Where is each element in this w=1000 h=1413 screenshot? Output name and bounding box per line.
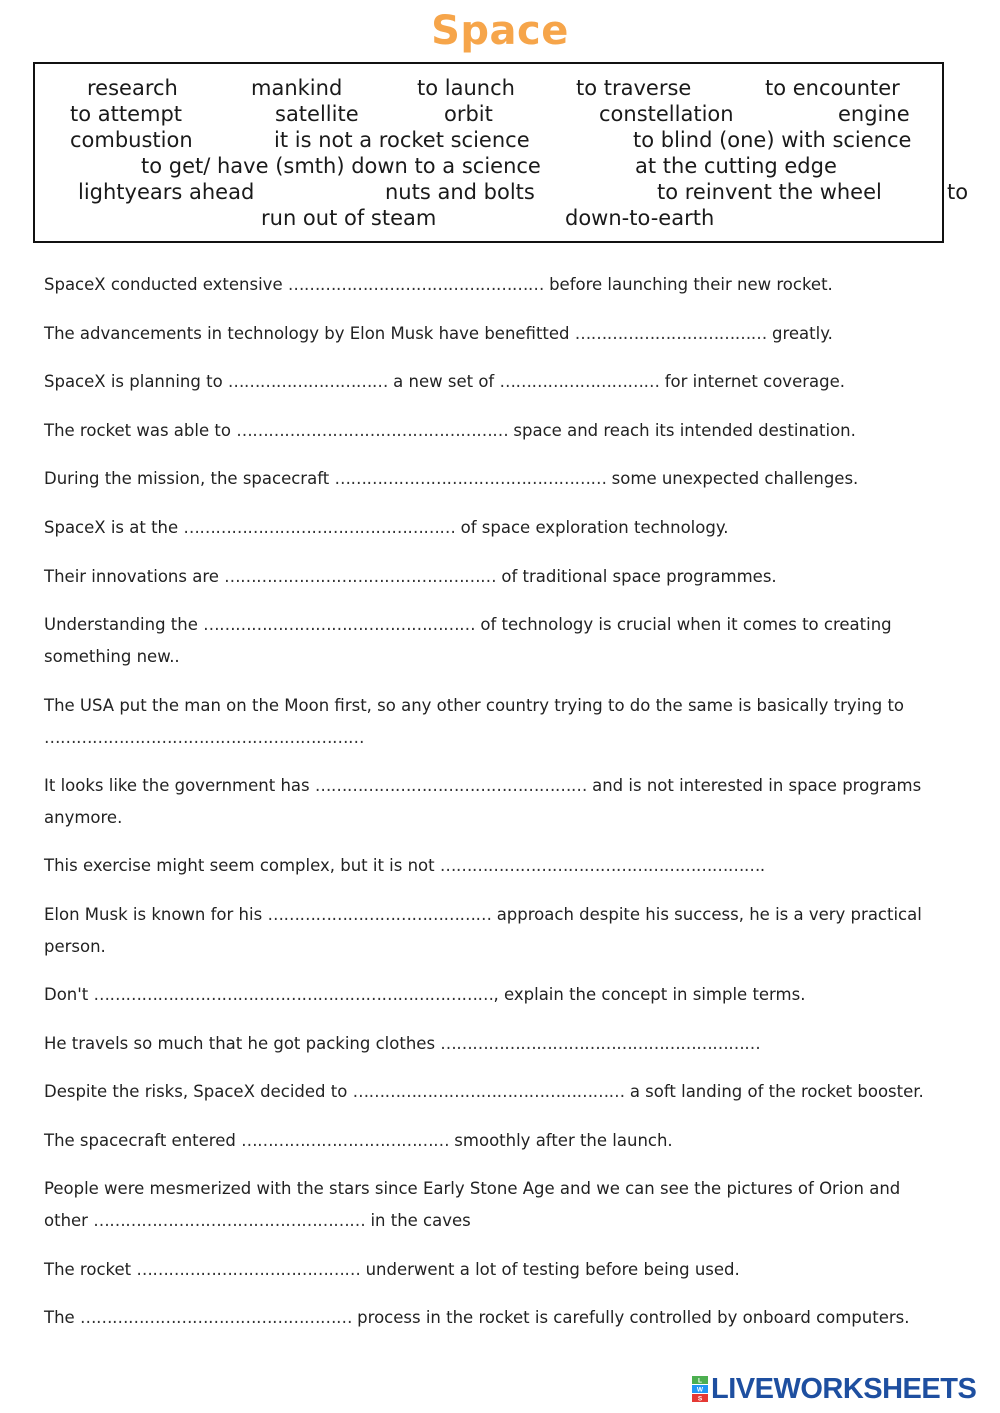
exercise-sentence	[44, 318, 944, 350]
answer-blank[interactable]: ……………………………………………	[334, 469, 607, 488]
word-bank-item: to get/ have (smth) down to a science	[141, 154, 541, 178]
sentence-text: a new set of	[387, 372, 500, 391]
sentence-text: underwent a lot of testing before being used.	[360, 1260, 740, 1279]
exercise-sentence	[44, 415, 944, 447]
sentence-text: approach despite his success, he is a very practical person.	[44, 905, 922, 956]
word-bank-item: to blind (one) with science	[633, 128, 912, 152]
exercise-sentence	[44, 609, 944, 673]
sentence-text: of technology is crucial when it comes to creating something new..	[44, 615, 892, 666]
sentence-text: SpaceX conducted extensive	[44, 275, 288, 294]
sentence-text: Their innovations are	[44, 567, 225, 586]
answer-blank[interactable]: ……………………………………………………	[440, 1034, 761, 1053]
exercise-sentence	[44, 366, 944, 398]
word-bank-item: orbit	[444, 102, 493, 126]
exercise-sentence	[44, 899, 944, 963]
sentence-text: SpaceX is planning to	[44, 372, 228, 391]
sentence-text: The advancements in technology by Elon Musk have benefitted	[44, 324, 575, 343]
sentence-text: a soft landing of the rocket booster.	[624, 1082, 924, 1101]
answer-blank[interactable]: ……………………………………………	[352, 1082, 625, 1101]
answer-blank[interactable]: ……………………………………………	[203, 615, 476, 634]
sentence-text: During the mission, the spacecraft	[44, 469, 335, 488]
sentence-text: before launching their new rocket.	[543, 275, 833, 294]
answer-blank[interactable]: ……………………………………………	[314, 776, 587, 795]
answer-blank[interactable]: …………………………………	[241, 1131, 450, 1150]
exercise-sentence	[44, 1302, 944, 1334]
sentence-text: He travels so much that he got packing clothes	[44, 1034, 441, 1053]
answer-blank[interactable]: ……………………………………	[267, 905, 492, 924]
sentence-text: Understanding the	[44, 615, 204, 634]
sentence-text: The	[44, 1308, 80, 1327]
sentence-text: in the caves	[365, 1211, 471, 1230]
word-bank-item: lightyears ahead	[78, 180, 255, 204]
word-bank-item: to attempt	[70, 102, 183, 126]
answer-blank[interactable]: ……………………………………	[136, 1260, 361, 1279]
exercise-sentence	[44, 269, 944, 301]
word-bank-item: down-to-earth	[565, 206, 715, 230]
exercise-sentence	[44, 1076, 944, 1108]
exercise-sentence	[44, 1173, 944, 1237]
exercise-sentence	[44, 770, 944, 834]
word-bank-item: to encounter	[765, 76, 900, 100]
word-bank-item: to reinvent the wheel	[657, 180, 882, 204]
answer-blank[interactable]: …………………………	[227, 372, 388, 391]
answer-blank[interactable]: …………………………	[499, 372, 660, 391]
word-bank-item: research	[87, 76, 178, 100]
exercise-sentence	[44, 463, 944, 495]
sentence-text: , explain the concept in simple terms.	[493, 985, 806, 1004]
word-bank-item: to traverse	[576, 76, 692, 100]
sentence-text: It looks like the government has	[44, 776, 315, 795]
sentence-text: The rocket was able to	[44, 421, 237, 440]
exercise-sentence	[44, 512, 944, 544]
word-bank	[33, 62, 969, 243]
answer-blank[interactable]: …………………………………………	[287, 275, 544, 294]
logo-letter: W	[696, 1386, 704, 1394]
answer-blank[interactable]: …………………………………………………………………	[93, 985, 494, 1004]
sentence-text: People were mesmerized with the stars since Early Stone Age and we can see the pictures of Orion and other	[44, 1179, 901, 1230]
sentence-text: Don't	[44, 985, 94, 1004]
word-bank-item: to	[947, 180, 969, 204]
liveworksheets-brand: LIVEWORKSHEETS	[711, 1372, 977, 1405]
sentence-text: The USA put the man on the Moon first, so any other country trying to do the same is basically trying to	[44, 696, 905, 715]
sentence-text: and is not interested in space programs anymore.	[44, 776, 922, 827]
word-bank-item: to launch	[417, 76, 515, 100]
sentence-text: .	[759, 856, 766, 875]
word-bank-item: combustion	[70, 128, 193, 152]
sentence-text: Elon Musk is known for his	[44, 905, 268, 924]
answer-blank[interactable]: ……………………………………………	[93, 1211, 366, 1230]
sentence-text: of traditional space programmes.	[496, 567, 777, 586]
word-bank-item: satellite	[275, 102, 359, 126]
answer-blank[interactable]: ………………………………	[574, 324, 767, 343]
sentence-text: This exercise might seem complex, but it is not	[44, 856, 440, 875]
answer-blank[interactable]: ……………………………………………	[236, 421, 509, 440]
word-bank-item: it is not a rocket science	[274, 128, 530, 152]
logo-letter: L	[698, 1377, 702, 1385]
sentence-text: for internet coverage.	[659, 372, 845, 391]
word-bank-item: constellation	[599, 102, 734, 126]
sentence-text: The spacecraft entered	[44, 1131, 242, 1150]
exercise-sentence	[44, 979, 944, 1011]
exercise-sentence	[44, 1254, 944, 1286]
answer-blank[interactable]: ……………………………………………………	[44, 728, 364, 747]
exercise-sentence	[44, 690, 944, 754]
logo-letter: S	[697, 1395, 703, 1402]
sentence-text: smoothly after the launch.	[449, 1131, 673, 1150]
word-bank-item: mankind	[251, 76, 343, 100]
word-bank-item: nuts and bolts	[385, 180, 535, 204]
sentence-text: process in the rocket is carefully controlled by onboard computers.	[351, 1308, 910, 1327]
sentence-text: SpaceX is at the	[44, 518, 184, 537]
answer-blank[interactable]: ……………………………………………………	[439, 856, 760, 875]
exercise-sentence	[44, 1125, 944, 1157]
answer-blank[interactable]: ……………………………………………	[79, 1308, 352, 1327]
sentence-text: space and reach its intended destination.	[508, 421, 856, 440]
answer-blank[interactable]: ……………………………………………	[224, 567, 497, 586]
sentence-text: Despite the risks, SpaceX decided to	[44, 1082, 353, 1101]
sentence-text: some unexpected challenges.	[606, 469, 859, 488]
answer-blank[interactable]: ……………………………………………	[183, 518, 456, 537]
sentence-text: greatly.	[766, 324, 833, 343]
word-bank-item: at the cutting edge	[635, 154, 837, 178]
sentence-text: of space exploration technology.	[455, 518, 729, 537]
liveworksheets-logo-icon	[692, 1376, 708, 1402]
page-title: Space	[431, 8, 569, 54]
liveworksheets-logo[interactable]	[692, 1372, 977, 1405]
exercise-sentence	[44, 1028, 944, 1060]
word-bank-item: run out of steam	[261, 206, 437, 230]
word-bank-item: engine	[838, 102, 910, 126]
exercise-sentence	[44, 561, 944, 593]
sentence-text: The rocket	[44, 1260, 137, 1279]
exercise-sentence	[44, 850, 944, 882]
